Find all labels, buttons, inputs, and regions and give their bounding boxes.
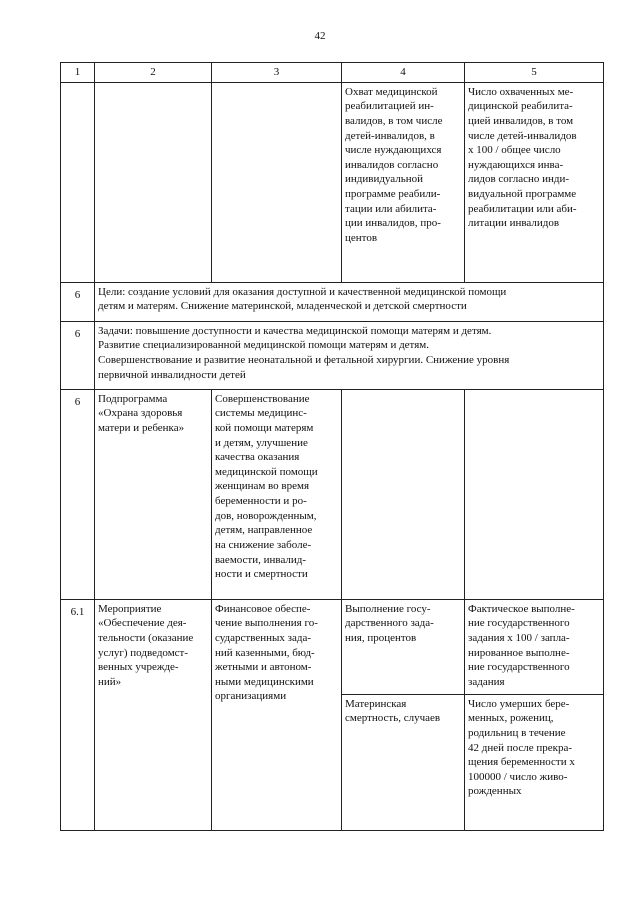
subprogram-row bbox=[61, 389, 604, 599]
column-header: 2 bbox=[95, 63, 212, 83]
measure-description: Финансовое обеспе- чение выполнения го- сударственных зада- ний казенными, бюд- жетными и автоном- ными медицинскими организациями bbox=[212, 599, 342, 830]
empty-cell bbox=[95, 82, 212, 282]
row-number: 6 bbox=[61, 321, 95, 389]
empty-cell bbox=[342, 389, 465, 599]
subprogram-name: Подпрограмма «Охрана здоровья матери и ребенка» bbox=[95, 389, 212, 599]
table-header-row bbox=[61, 63, 604, 83]
row-number: 6.1 bbox=[61, 599, 95, 830]
measure-name: Мероприятие «Обеспечение дея- тельности (оказание услуг) подведомст- венных учрежде- ний» bbox=[95, 599, 212, 830]
column-header: 5 bbox=[465, 63, 604, 83]
tasks-text: Задачи: повышение доступности и качества медицинской помощи матерям и детям. Развитие специализированной медицинской помощи матерям и детям. Совершенствование и развитие неонатальной и фетальной хирургии. Снижение уровня первичной инвалидности детей bbox=[95, 321, 604, 389]
empty-cell bbox=[61, 82, 95, 282]
table-row bbox=[61, 82, 604, 282]
empty-cell bbox=[465, 389, 604, 599]
row-number: 6 bbox=[61, 282, 95, 321]
indicator-cell: Материнская смертность, случаев bbox=[342, 694, 465, 830]
tasks-row bbox=[61, 321, 604, 389]
measure-row bbox=[61, 599, 604, 694]
goals-row bbox=[61, 282, 604, 321]
subprogram-description: Совершенствование системы медицинс- кой помощи матерям и детям, улучшение качества оказания медицинской помощи женщинам во время беременности и ро- дов, новорожденным, детям, направленное на снижение заболе- ваемости, инвалид- ности и смертности bbox=[212, 389, 342, 599]
empty-cell bbox=[212, 82, 342, 282]
formula-cell: Число охваченных ме- дицинской реабилита- цией инвалидов, в том числе детей-инвалидов х 100 / общее число нуждающихся инва- лидов согласно инди- видуальной программе реабилитации или аби- литации инвалидов bbox=[465, 82, 604, 282]
formula-cell: Число умерших бере- менных, рожениц, родильниц в течение 42 дней после прекра- щения беременности х 100000 / число живо- рожденных bbox=[465, 694, 604, 830]
program-indicators-table bbox=[60, 62, 604, 831]
indicator-cell: Выполнение госу- дарственного зада- ния, процентов bbox=[342, 599, 465, 694]
column-header: 3 bbox=[212, 63, 342, 83]
page-number: 42 bbox=[314, 30, 326, 42]
formula-cell: Фактическое выполне- ние государственного задания х 100 / запла- нированное выполне- ние государственного задания bbox=[465, 599, 604, 694]
row-number: 6 bbox=[61, 389, 95, 599]
goals-text: Цели: создание условий для оказания доступной и качественной медицинской помощи детям и матерям. Снижение материнской, младенческой и детской смертности bbox=[95, 282, 604, 321]
column-header: 4 bbox=[342, 63, 465, 83]
column-header: 1 bbox=[61, 63, 95, 83]
indicator-cell: Охват медицинской реабилитацией ин- валидов, в том числе детей-инвалидов, в числе нуждающихся инвалидов согласно индивидуальной программе реабили- тации или абилита- ции инвалидов, про- центов bbox=[342, 82, 465, 282]
